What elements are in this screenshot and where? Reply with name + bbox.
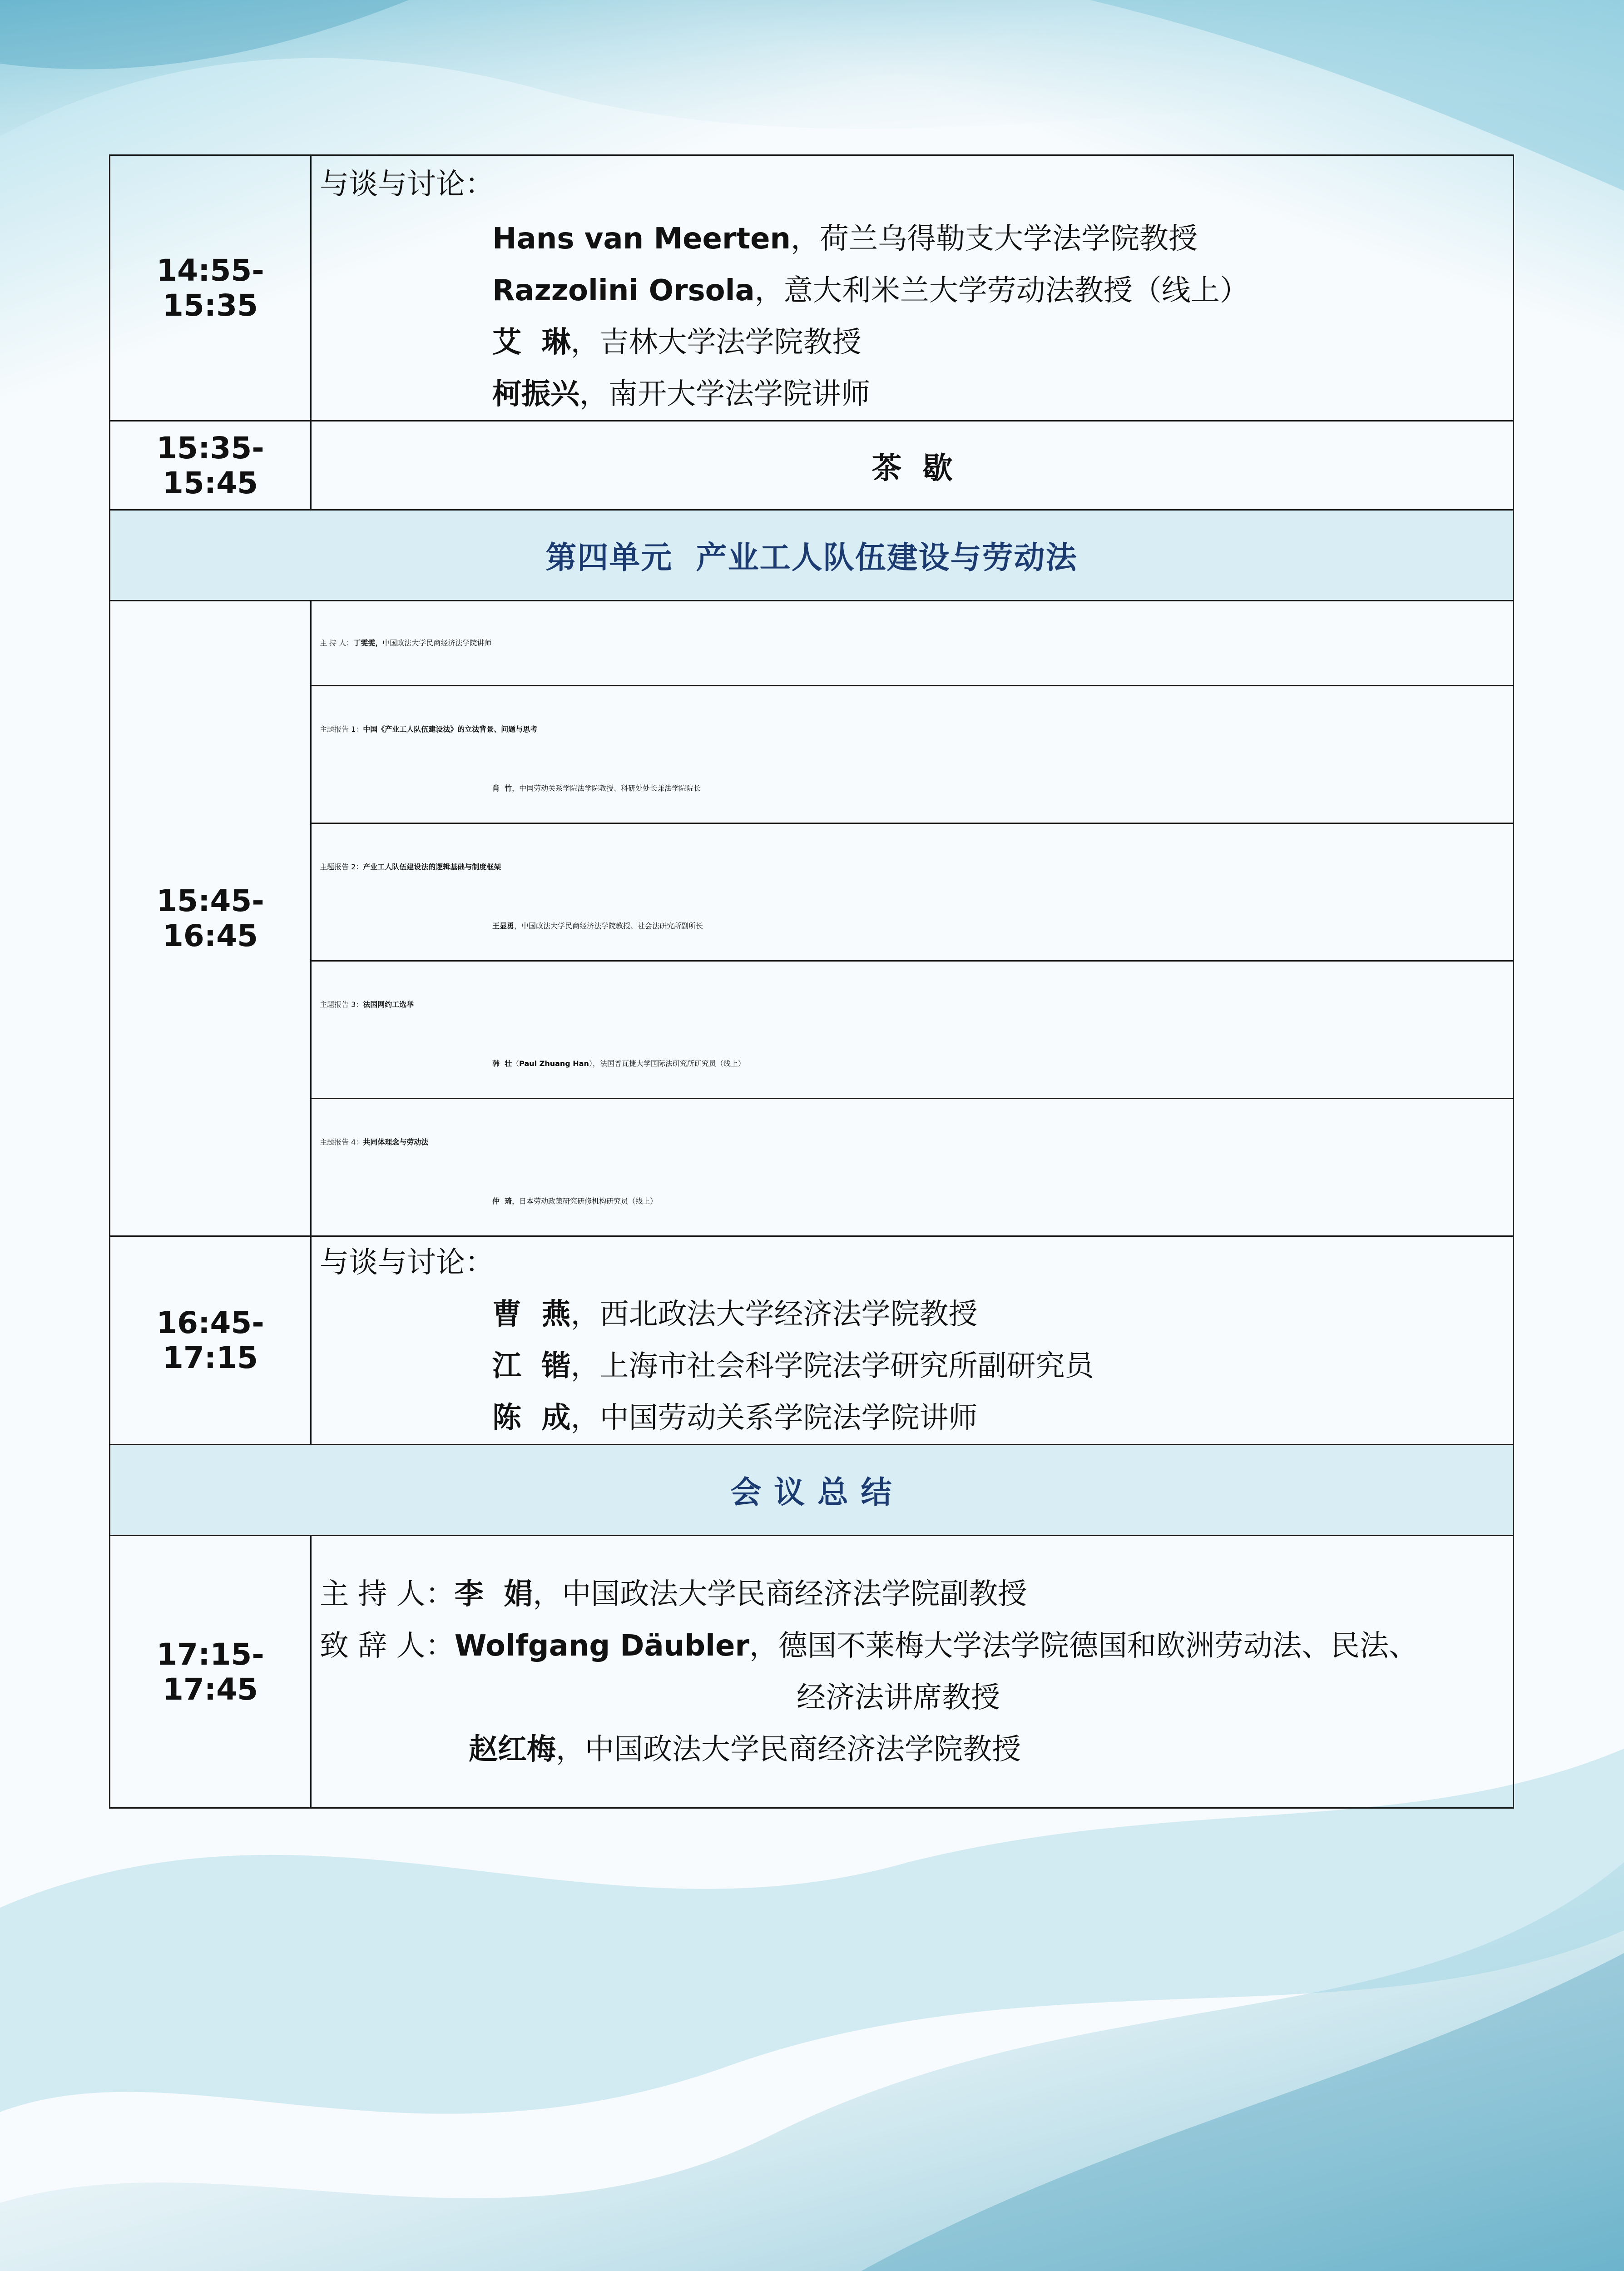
speaker-line-2: 赵红梅，中国政法大学民商经济法学院教授 xyxy=(469,1732,1021,1766)
section-row xyxy=(110,510,1514,601)
report-1: 主题报告 1：中国《产业工人队伍建设法》的立法背景、问题与思考 肖 竹，中国劳动关系学院法学院教授、科研处处长兼法学院院长 xyxy=(312,686,1513,824)
list-item: 曹 燕，西北政法大学经济法学院教授 xyxy=(492,1298,978,1331)
speaker-line-cont: 经济法讲席教授 xyxy=(797,1681,1000,1715)
list-item: 江 锴，上海市社会科学院法学研究所副研究员 xyxy=(492,1349,1094,1383)
time-cell: 14:55-15:35 xyxy=(110,155,311,421)
table-row xyxy=(110,1236,1514,1445)
host-line: 主 持 人：李 娟，中国政法大学民商经济法学院副教授 xyxy=(320,1577,1027,1611)
host-line: 主 持 人：丁雯雯，中国政法大学民商经济法学院讲师 xyxy=(312,601,1513,686)
list-item: 陈 成，中国劳动关系学院法学院讲师 xyxy=(492,1401,978,1435)
table-row xyxy=(110,1536,1514,1808)
time-cell: 15:35-15:45 xyxy=(110,421,311,510)
table-row xyxy=(110,421,1514,510)
time-cell: 16:45-17:15 xyxy=(110,1236,311,1445)
section-title: 会 议 总 结 xyxy=(110,1445,1514,1536)
discussion-cell xyxy=(311,155,1514,421)
discussion-heading: 与谈与讨论： xyxy=(320,1246,494,1279)
section-title: 第四单元 产业工人队伍建设与劳动法 xyxy=(110,510,1514,601)
schedule-sheet xyxy=(109,154,1514,1809)
speaker-line: 致 辞 人：Wolfgang Däubler，德国不莱梅大学法学院德国和欧洲劳动法、民法、 xyxy=(320,1629,1418,1663)
list-item: 艾 琳，吉林大学法学院教授 xyxy=(492,326,862,359)
table-row xyxy=(110,155,1514,421)
reports-cell xyxy=(311,601,1514,1236)
table-row xyxy=(110,601,1514,1236)
report-4: 主题报告 4：共同体理念与劳动法 仲 琦，日本劳动政策研究研修机构研究员（线上） xyxy=(320,1138,658,1205)
closing-cell xyxy=(311,1536,1514,1808)
schedule-table xyxy=(109,154,1514,1809)
list-item: 柯振兴，南开大学法学院讲师 xyxy=(492,377,870,411)
discussion-heading: 与谈与讨论： xyxy=(320,168,494,201)
list-item: Razzolini Orsola，意大利米兰大学劳动法教授（线上） xyxy=(492,274,1249,307)
report-3: 主题报告 3：法国网约工选举 韩 壮（Paul Zhuang Han），法国普瓦捷大学国际法研究所研究员（线上） xyxy=(312,962,1513,1099)
time-cell: 15:45-16:45 xyxy=(110,601,311,1236)
report-2: 主题报告 2：产业工人队伍建设法的逻辑基础与制度框架 王显勇，中国政法大学民商经济法学院教授、社会法研究所副所长 xyxy=(312,824,1513,962)
list-item: Hans van Meerten，荷兰乌得勒支大学法学院教授 xyxy=(492,222,1198,256)
tea-break: 茶 歇 xyxy=(311,421,1514,510)
discussion-cell xyxy=(311,1236,1514,1445)
section-row xyxy=(110,1445,1514,1536)
time-cell: 17:15-17:45 xyxy=(110,1536,311,1808)
